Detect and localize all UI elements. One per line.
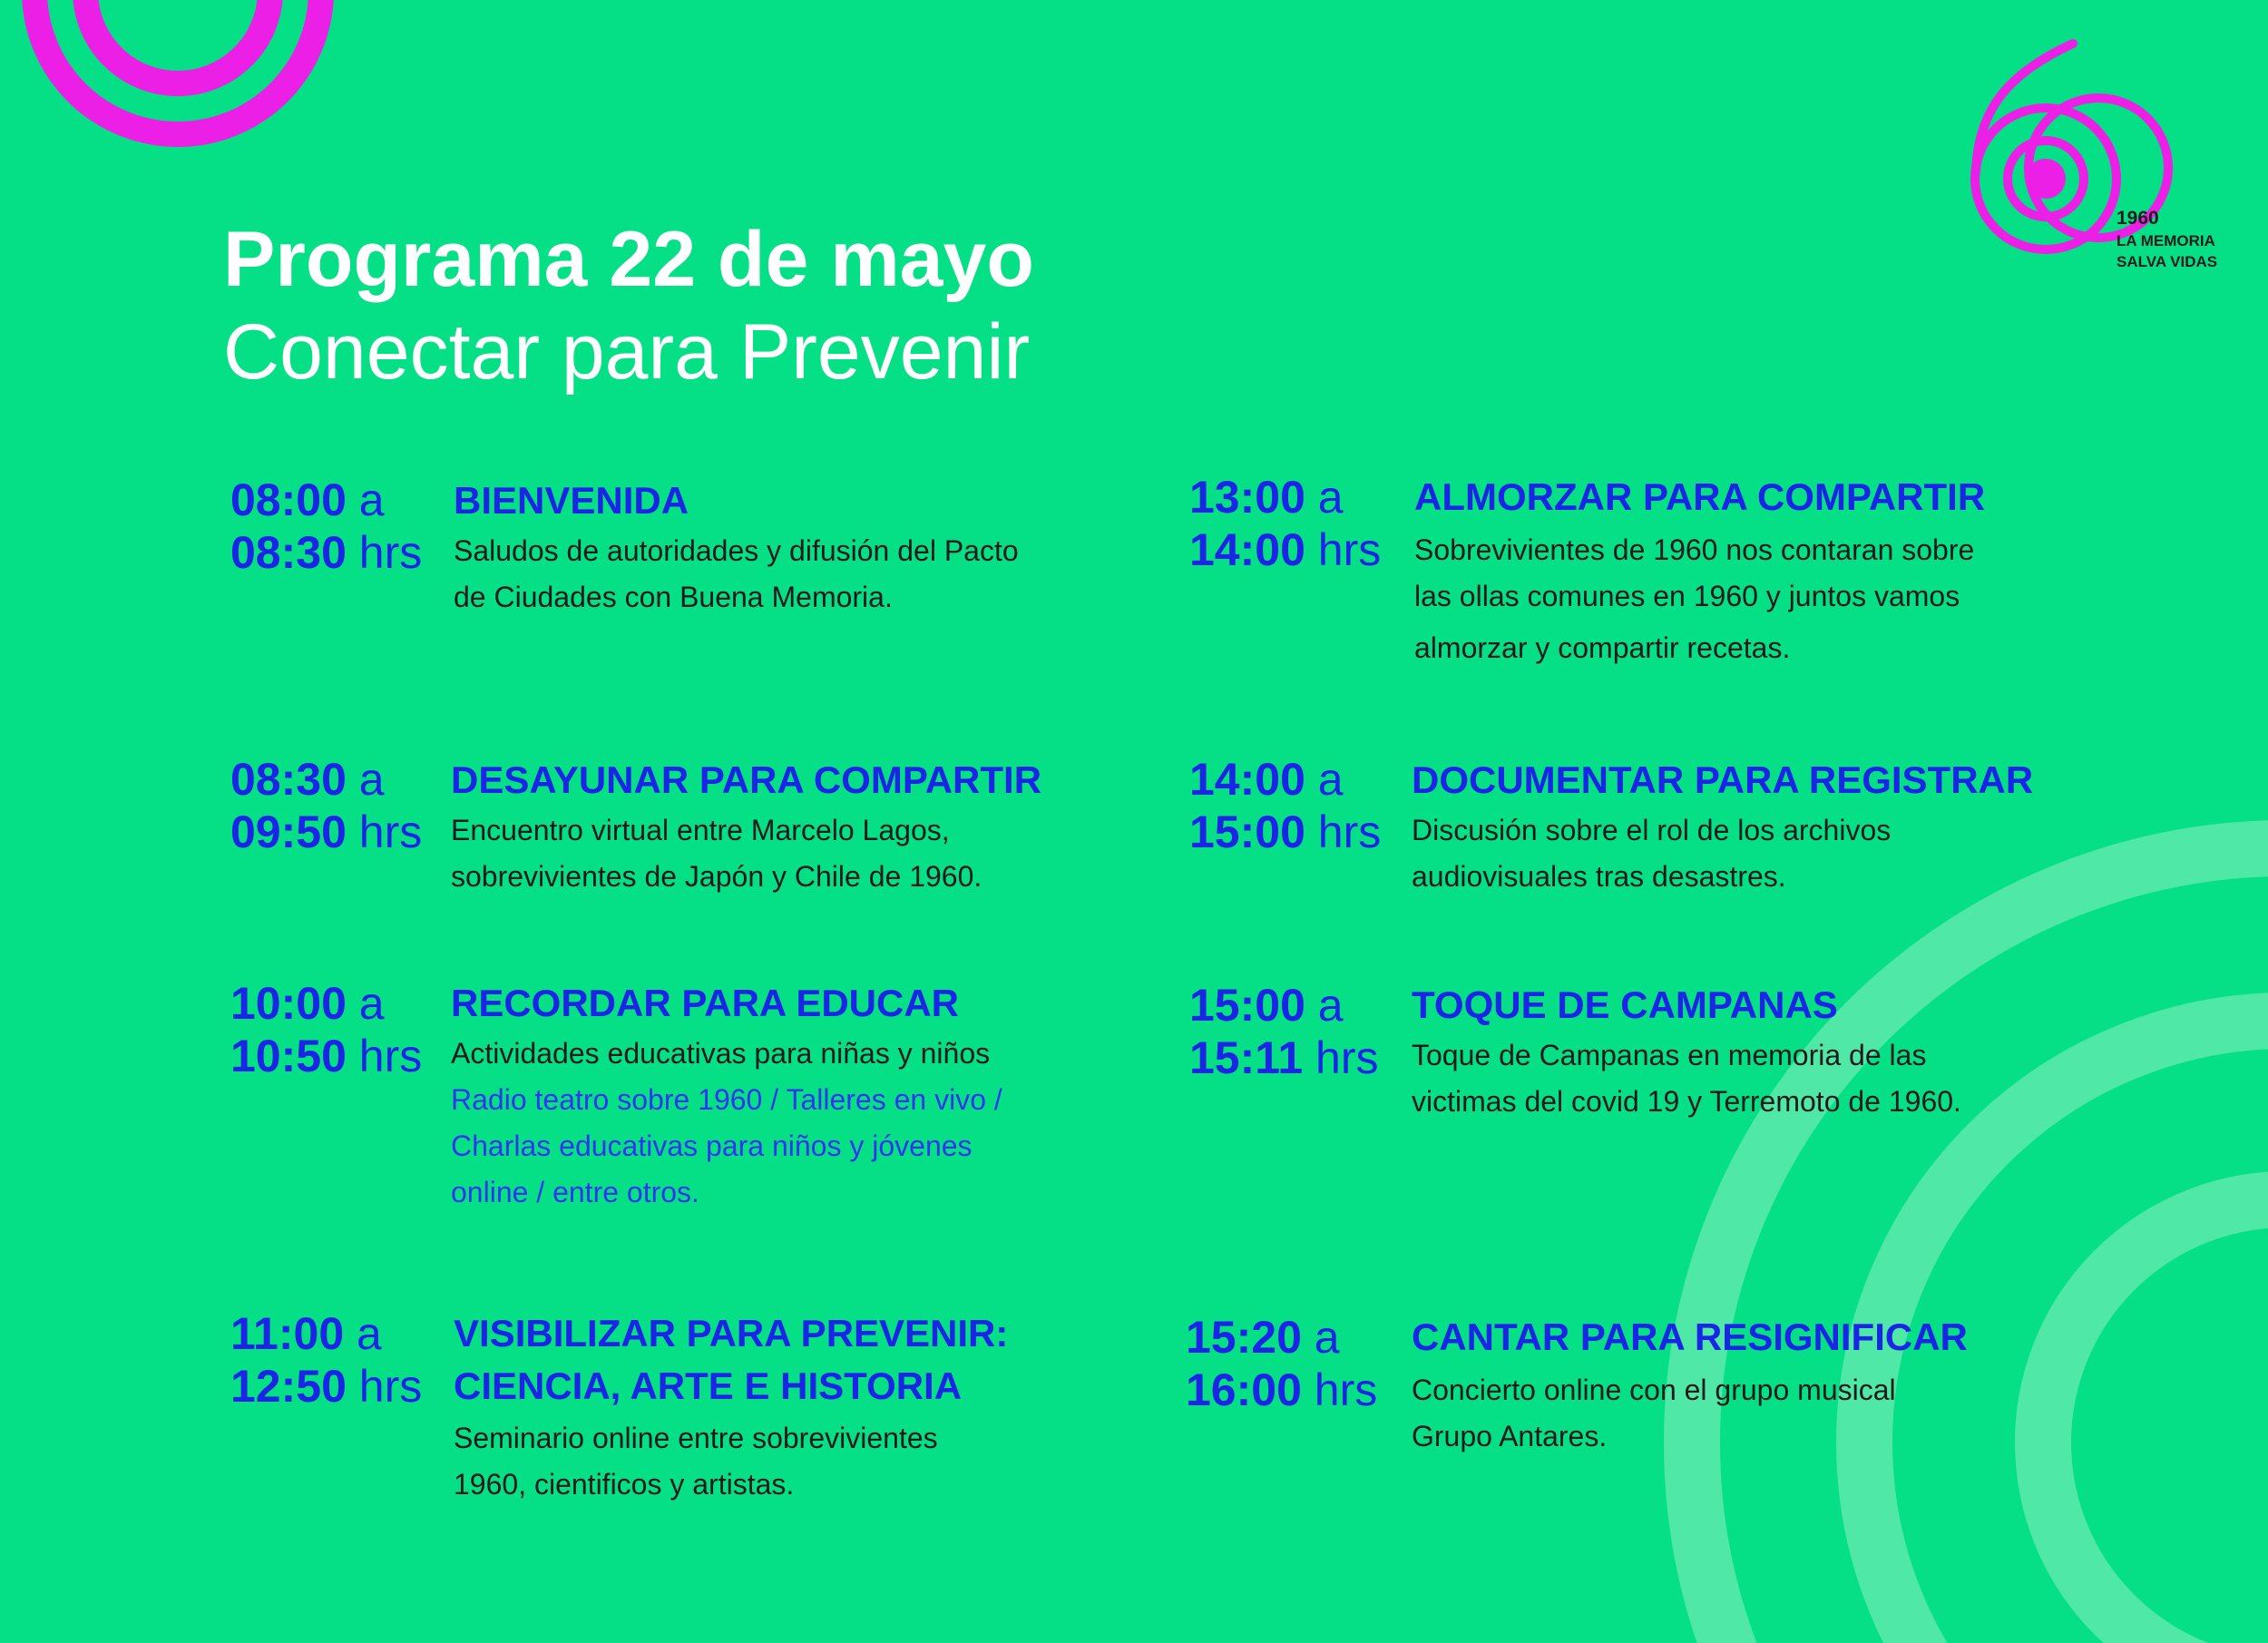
event-title: BIENVENIDA	[454, 479, 689, 522]
event-title: DOCUMENTAR PARA REGISTRAR	[1412, 758, 2034, 801]
event-extra-line: online / entre otros.	[451, 1176, 699, 1208]
bottom-right-light-arcs-icon	[1692, 848, 2268, 1643]
event-description: Discusión sobre el rol de los archivos audiovisuales tras desastres.	[1412, 814, 1892, 893]
page-title: Programa 22 de mayo	[223, 216, 1034, 303]
event-time: 08:30 a 09:50 hrs	[230, 754, 423, 857]
logo-tagline-1: LA MEMORIA	[2116, 232, 2215, 249]
event-description: Concierto online con el grupo musical Grupo Antares.	[1412, 1374, 1896, 1452]
top-left-concentric-arcs-icon	[34, 0, 321, 134]
event-description: Toque de Campanas en memoria de las victimas del covid 19 y Terremoto de 1960.	[1412, 1039, 1961, 1118]
event-title: RECORDAR PARA EDUCAR	[451, 982, 960, 1024]
event-time: 15:20 a 16:00 hrs	[1186, 1312, 1378, 1415]
event-time: 13:00 a 14:00 hrs	[1189, 472, 1382, 575]
page-subtitle: Conectar para Prevenir	[223, 308, 1031, 396]
event-extra-line: Charlas educativas para niños y jóvenes	[451, 1130, 973, 1162]
event-description: Sobrevivientes de 1960 nos contaran sobre las ollas comunes en 1960 y juntos vamos almorzar y compartir recetas.	[1414, 533, 1975, 664]
logo-tagline-2: SALVA VIDAS	[2116, 253, 2218, 270]
event-title: ALMORZAR PARA COMPARTIR	[1414, 475, 1986, 518]
event-title: CANTAR PARA RESIGNIFICAR	[1412, 1315, 1968, 1358]
logo-text	[2116, 207, 2217, 272]
event-description: Encuentro virtual entre Marcelo Lagos, sobrevivientes de Japón y Chile de 1960.	[451, 814, 982, 893]
event-description: Saludos de autoridades y difusión del Pacto de Ciudades con Buena Memoria.	[454, 534, 1019, 613]
event-extra-line: Radio teatro sobre 1960 / Talleres en vivo /	[451, 1083, 1002, 1116]
event-title: VISIBILIZAR PARA PREVENIR: CIENCIA, ARTE E HISTORIA	[454, 1312, 1009, 1407]
event-time: 10:00 a 10:50 hrs	[230, 978, 423, 1081]
event-time: 08:00 a 08:30 hrs	[230, 474, 423, 578]
event-title: DESAYUNAR PARA COMPARTIR	[451, 758, 1042, 801]
event-description: Actividades educativas para niñas y niños Radio teatro sobre 1960 / Talleres en vivo / Charlas educativas para niños y jóvenes online / entre otros.	[451, 1031, 1002, 1216]
event-time: 14:00 a 15:00 hrs	[1189, 754, 1382, 857]
event-time: 11:00 a 12:50 hrs	[230, 1308, 423, 1412]
event-title: TOQUE DE CAMPANAS	[1412, 983, 1838, 1026]
event-time: 15:00 a 15:11 hrs	[1189, 980, 1379, 1083]
event-description: Seminario online entre sobrevivientes 1960, cientificos y artistas.	[454, 1422, 938, 1501]
logo-year: 1960	[2116, 208, 2159, 229]
